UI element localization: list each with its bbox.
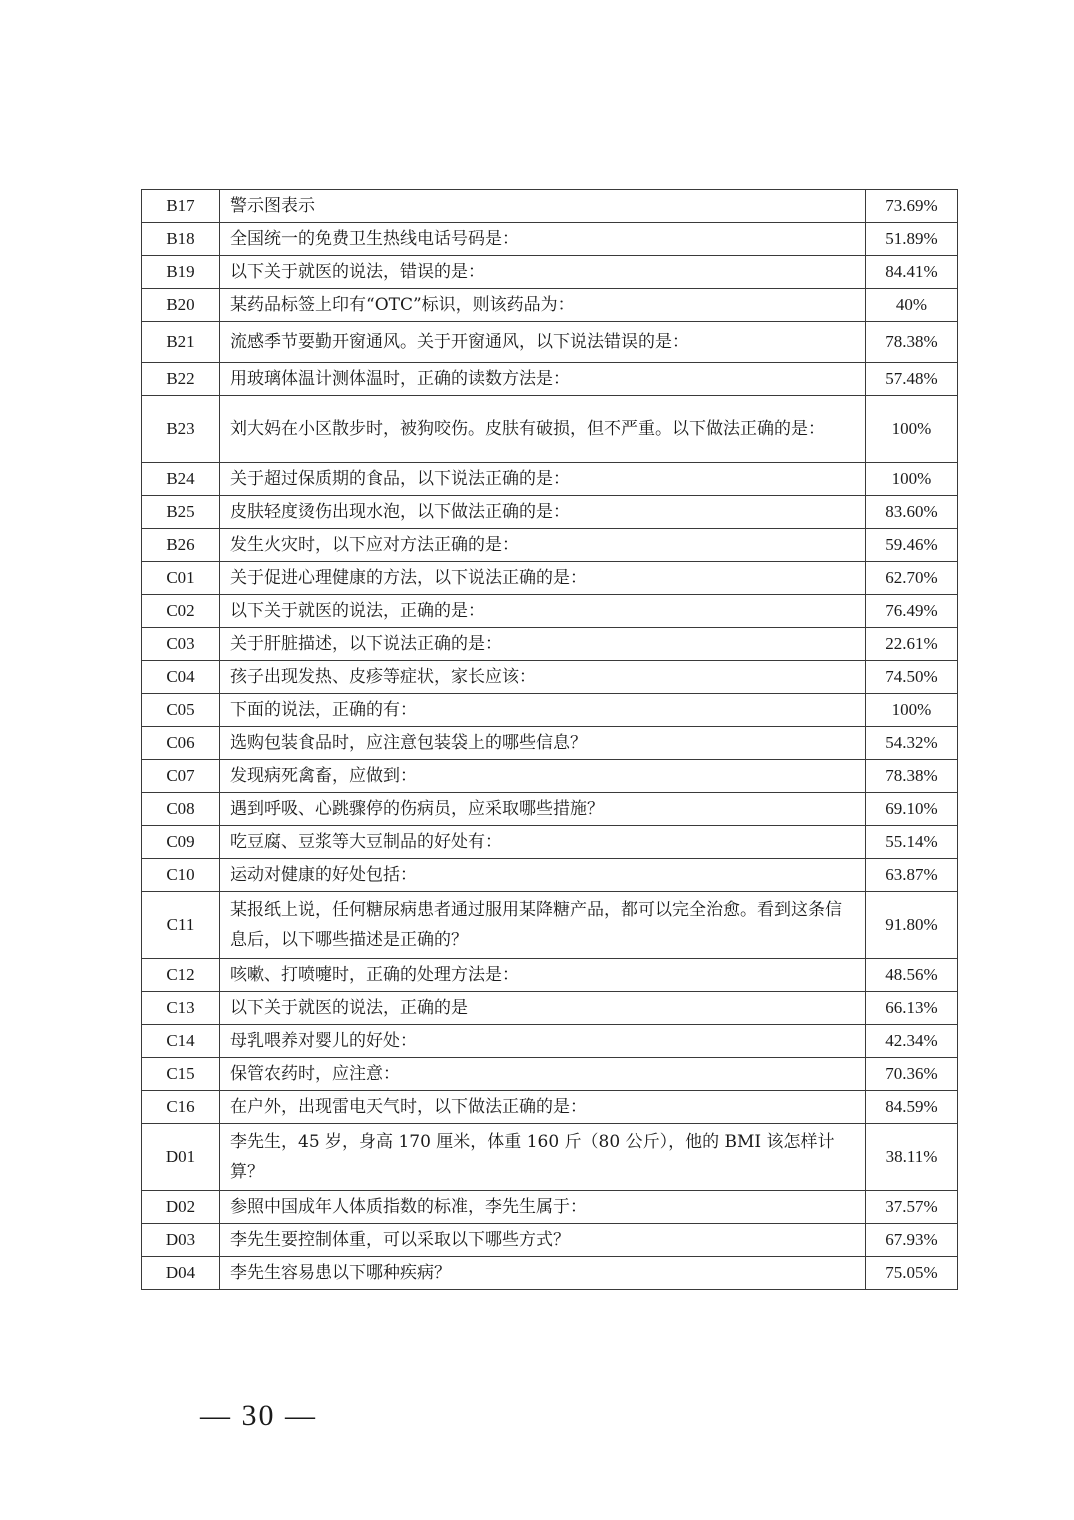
question-code: C01 xyxy=(142,562,220,595)
question-text: 运动对健康的好处包括： xyxy=(220,859,866,892)
accuracy-rate: 57.48% xyxy=(866,363,958,396)
question-text: 下面的说法，正确的有： xyxy=(220,694,866,727)
question-code: B22 xyxy=(142,363,220,396)
table-row xyxy=(142,322,958,363)
table-row xyxy=(142,859,958,892)
question-code: C10 xyxy=(142,859,220,892)
table-row xyxy=(142,1091,958,1124)
question-text: 吃豆腐、豆浆等大豆制品的好处有： xyxy=(220,826,866,859)
question-code: B20 xyxy=(142,289,220,322)
table-body xyxy=(142,190,958,1290)
table-row xyxy=(142,463,958,496)
question-code: C02 xyxy=(142,595,220,628)
table-row xyxy=(142,562,958,595)
question-code: B21 xyxy=(142,322,220,363)
accuracy-rate: 40% xyxy=(866,289,958,322)
table-row xyxy=(142,496,958,529)
page-number: — 30 — xyxy=(200,1399,317,1432)
question-text: 关于促进心理健康的方法，以下说法正确的是： xyxy=(220,562,866,595)
accuracy-rate: 83.60% xyxy=(866,496,958,529)
question-text: 孩子出现发热、皮疹等症状，家长应该： xyxy=(220,661,866,694)
question-text: 李先生要控制体重，可以采取以下哪些方式？ xyxy=(220,1224,866,1257)
question-code: C09 xyxy=(142,826,220,859)
accuracy-rate: 100% xyxy=(866,396,958,463)
question-text: 皮肤轻度烫伤出现水泡，以下做法正确的是： xyxy=(220,496,866,529)
table-row xyxy=(142,1124,958,1191)
accuracy-rate: 84.59% xyxy=(866,1091,958,1124)
question-code: C13 xyxy=(142,992,220,1025)
question-text: 咳嗽、打喷嚏时，正确的处理方法是： xyxy=(220,959,866,992)
table-row xyxy=(142,628,958,661)
accuracy-rate: 63.87% xyxy=(866,859,958,892)
question-text: 遇到呼吸、心跳骤停的伤病员，应采取哪些措施？ xyxy=(220,793,866,826)
question-text: 以下关于就医的说法，正确的是 xyxy=(220,992,866,1025)
question-text: 发生火灾时，以下应对方法正确的是： xyxy=(220,529,866,562)
question-text: 以下关于就医的说法，错误的是： xyxy=(220,256,866,289)
table-row xyxy=(142,892,958,959)
table-row xyxy=(142,1257,958,1290)
question-code: C03 xyxy=(142,628,220,661)
question-text: 发现病死禽畜，应做到： xyxy=(220,760,866,793)
question-code: C08 xyxy=(142,793,220,826)
question-code: B18 xyxy=(142,223,220,256)
table-row xyxy=(142,1058,958,1091)
question-code: C12 xyxy=(142,959,220,992)
table-row xyxy=(142,1025,958,1058)
question-text: 警示图表示 xyxy=(220,190,866,223)
question-code: D04 xyxy=(142,1257,220,1290)
accuracy-rate: 66.13% xyxy=(866,992,958,1025)
question-code: C15 xyxy=(142,1058,220,1091)
question-code: B26 xyxy=(142,529,220,562)
table-row xyxy=(142,793,958,826)
accuracy-rate: 22.61% xyxy=(866,628,958,661)
question-text: 李先生容易患以下哪种疾病？ xyxy=(220,1257,866,1290)
question-text: 关于肝脏描述，以下说法正确的是： xyxy=(220,628,866,661)
question-code: B17 xyxy=(142,190,220,223)
question-code: D02 xyxy=(142,1191,220,1224)
question-text: 参照中国成年人体质指数的标准，李先生属于： xyxy=(220,1191,866,1224)
question-code: C06 xyxy=(142,727,220,760)
accuracy-rate: 100% xyxy=(866,463,958,496)
accuracy-rate: 74.50% xyxy=(866,661,958,694)
question-text: 李先生，45 岁，身高 170 厘米，体重 160 斤（80 公斤），他的 BMI 该怎样计算？ xyxy=(220,1124,866,1191)
accuracy-rate: 91.80% xyxy=(866,892,958,959)
question-text: 用玻璃体温计测体温时，正确的读数方法是： xyxy=(220,363,866,396)
question-text: 母乳喂养对婴儿的好处： xyxy=(220,1025,866,1058)
question-text: 某报纸上说，任何糖尿病患者通过服用某降糖产品，都可以完全治愈。看到这条信息后，以下哪些描述是正确的？ xyxy=(220,892,866,959)
table-row xyxy=(142,826,958,859)
table-row xyxy=(142,396,958,463)
question-text: 选购包装食品时，应注意包装袋上的哪些信息？ xyxy=(220,727,866,760)
table-row xyxy=(142,661,958,694)
question-code: B19 xyxy=(142,256,220,289)
accuracy-rate: 73.69% xyxy=(866,190,958,223)
accuracy-rate: 78.38% xyxy=(866,322,958,363)
table-row xyxy=(142,1191,958,1224)
question-text: 在户外，出现雷电天气时，以下做法正确的是： xyxy=(220,1091,866,1124)
question-code: B25 xyxy=(142,496,220,529)
question-text: 流感季节要勤开窗通风。关于开窗通风，以下说法错误的是： xyxy=(220,322,866,363)
table-row xyxy=(142,363,958,396)
question-code: B24 xyxy=(142,463,220,496)
table-row xyxy=(142,959,958,992)
accuracy-rate: 67.93% xyxy=(866,1224,958,1257)
accuracy-rate: 38.11% xyxy=(866,1124,958,1191)
table-row xyxy=(142,992,958,1025)
accuracy-rate: 75.05% xyxy=(866,1257,958,1290)
accuracy-rate: 48.56% xyxy=(866,959,958,992)
table-row xyxy=(142,223,958,256)
table-row xyxy=(142,289,958,322)
question-code: C14 xyxy=(142,1025,220,1058)
accuracy-rate: 100% xyxy=(866,694,958,727)
question-code: C07 xyxy=(142,760,220,793)
accuracy-rate: 70.36% xyxy=(866,1058,958,1091)
table-row xyxy=(142,256,958,289)
accuracy-rate: 54.32% xyxy=(866,727,958,760)
question-code: D03 xyxy=(142,1224,220,1257)
accuracy-rate: 78.38% xyxy=(866,760,958,793)
question-text: 刘大妈在小区散步时，被狗咬伤。皮肤有破损，但不严重。以下做法正确的是： xyxy=(220,396,866,463)
question-code: C04 xyxy=(142,661,220,694)
accuracy-rate: 51.89% xyxy=(866,223,958,256)
accuracy-rate: 84.41% xyxy=(866,256,958,289)
question-text: 以下关于就医的说法，正确的是： xyxy=(220,595,866,628)
question-text: 某药品标签上印有“OTC”标识，则该药品为： xyxy=(220,289,866,322)
question-text: 全国统一的免费卫生热线电话号码是： xyxy=(220,223,866,256)
question-code: B23 xyxy=(142,396,220,463)
table-row xyxy=(142,595,958,628)
question-code: C11 xyxy=(142,892,220,959)
question-text: 关于超过保质期的食品，以下说法正确的是： xyxy=(220,463,866,496)
question-code: C16 xyxy=(142,1091,220,1124)
table-row xyxy=(142,1224,958,1257)
accuracy-rate: 62.70% xyxy=(866,562,958,595)
question-text: 保管农药时，应注意： xyxy=(220,1058,866,1091)
table-row xyxy=(142,760,958,793)
question-accuracy-table xyxy=(141,189,958,1290)
table-row xyxy=(142,694,958,727)
question-code: C05 xyxy=(142,694,220,727)
table-row xyxy=(142,529,958,562)
table-row xyxy=(142,727,958,760)
table-row xyxy=(142,190,958,223)
accuracy-rate: 37.57% xyxy=(866,1191,958,1224)
accuracy-rate: 76.49% xyxy=(866,595,958,628)
accuracy-rate: 59.46% xyxy=(866,529,958,562)
question-code: D01 xyxy=(142,1124,220,1191)
accuracy-rate: 42.34% xyxy=(866,1025,958,1058)
accuracy-rate: 69.10% xyxy=(866,793,958,826)
accuracy-rate: 55.14% xyxy=(866,826,958,859)
